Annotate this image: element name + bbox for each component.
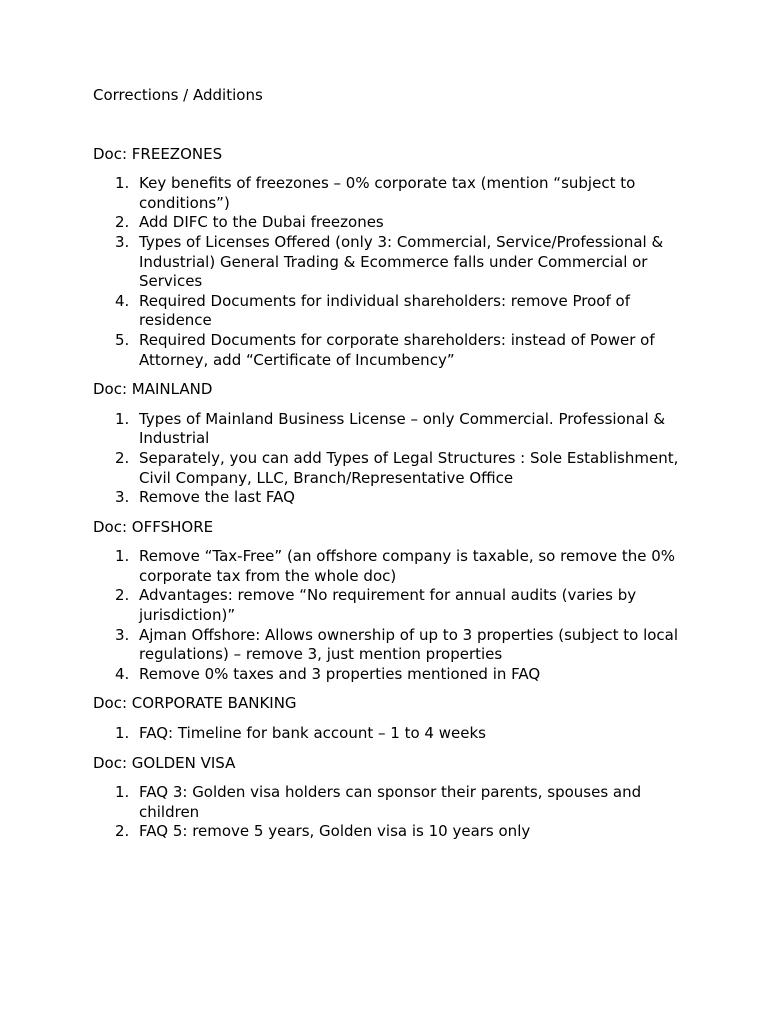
numbered-list — [93, 547, 678, 684]
list-item-number: 1. — [115, 724, 130, 743]
list-item-number: 2. — [115, 586, 130, 605]
section — [93, 754, 678, 842]
list-item — [93, 822, 679, 842]
numbered-list — [93, 783, 678, 842]
numbered-list — [93, 174, 678, 370]
list-item-number: 2. — [115, 213, 130, 232]
list-item-text: Types of Licenses Offered (only 3: Commercial, Service/Professional & Industrial) General Trading & Ecommerce falls under Commercial or Services — [139, 232, 664, 291]
list-item-text: FAQ 3: Golden visa holders can sponsor their parents, spouses and children — [139, 783, 642, 821]
list-item-number: 2. — [115, 822, 130, 841]
list-item-text: Remove “Tax-Free” (an offshore company is taxable, so remove the 0% corporate tax from the whole doc) — [139, 547, 676, 585]
section-heading: Doc: OFFSHORE — [93, 517, 214, 536]
list-item-number: 3. — [115, 625, 130, 644]
section-heading: Doc: CORPORATE BANKING — [93, 694, 297, 713]
list-item — [93, 626, 679, 665]
list-item — [93, 488, 679, 508]
document-title: Corrections / Additions — [93, 86, 263, 104]
list-item-text: Separately, you can add Types of Legal Structures : Sole Establishment, Civil Company, LLC, Branch/Representative Office — [139, 448, 679, 487]
list-item-text: Types of Mainland Business License – only Commercial. Professional & Industrial — [139, 409, 666, 448]
section — [93, 380, 678, 508]
list-item-text: Advantages: remove “No requirement for annual audits (varies by jurisdiction)” — [139, 586, 637, 625]
list-item — [93, 586, 679, 625]
list-item-number: 4. — [115, 291, 130, 310]
list-item-text: Add DIFC to the Dubai freezones — [139, 213, 384, 232]
list-item-text: Required Documents for corporate shareholders: instead of Power of Attorney, add “Certificate of Incumbency” — [139, 330, 655, 369]
list-item-number: 1. — [115, 174, 130, 193]
list-item-text: FAQ 5: remove 5 years, Golden visa is 10 years only — [139, 822, 531, 841]
list-item-text: FAQ: Timeline for bank account – 1 to 4 weeks — [139, 724, 486, 743]
section-heading: Doc: GOLDEN VISA — [93, 753, 236, 772]
list-item — [93, 213, 679, 233]
list-item-text: Remove 0% taxes and 3 properties mentioned in FAQ — [139, 664, 541, 683]
list-item — [93, 665, 679, 685]
list-item-number: 1. — [115, 409, 130, 428]
list-item-number: 5. — [115, 330, 130, 349]
list-item-text: Ajman Offshore: Allows ownership of up to 3 properties (subject to local regulations) – remove 3, just mention properties — [139, 625, 679, 664]
list-item-text: Required Documents for individual shareholders: remove Proof of residence — [139, 291, 630, 330]
sections-container — [93, 145, 678, 842]
list-item — [93, 449, 679, 488]
numbered-list — [93, 410, 678, 508]
list-item-number: 3. — [115, 488, 130, 507]
list-item-number: 4. — [115, 664, 130, 683]
section — [93, 694, 678, 743]
list-item-text: Key benefits of freezones – 0% corporate tax (mention “subject to conditions”) — [139, 174, 636, 212]
list-item — [93, 174, 679, 213]
list-item — [93, 724, 679, 744]
list-item-number: 3. — [115, 232, 130, 251]
section-heading: Doc: FREEZONES — [93, 144, 223, 163]
section-heading: Doc: MAINLAND — [93, 380, 213, 399]
list-item — [93, 410, 679, 449]
list-item-number: 2. — [115, 448, 130, 467]
list-item — [93, 292, 679, 331]
list-item — [93, 547, 679, 586]
list-item — [93, 783, 679, 822]
list-item — [93, 331, 679, 370]
list-item-number: 1. — [115, 547, 130, 566]
numbered-list — [93, 724, 678, 744]
list-item-number: 1. — [115, 783, 130, 802]
section — [93, 145, 678, 371]
list-item-text: Remove the last FAQ — [139, 488, 295, 507]
section — [93, 518, 678, 685]
list-item — [93, 233, 679, 292]
